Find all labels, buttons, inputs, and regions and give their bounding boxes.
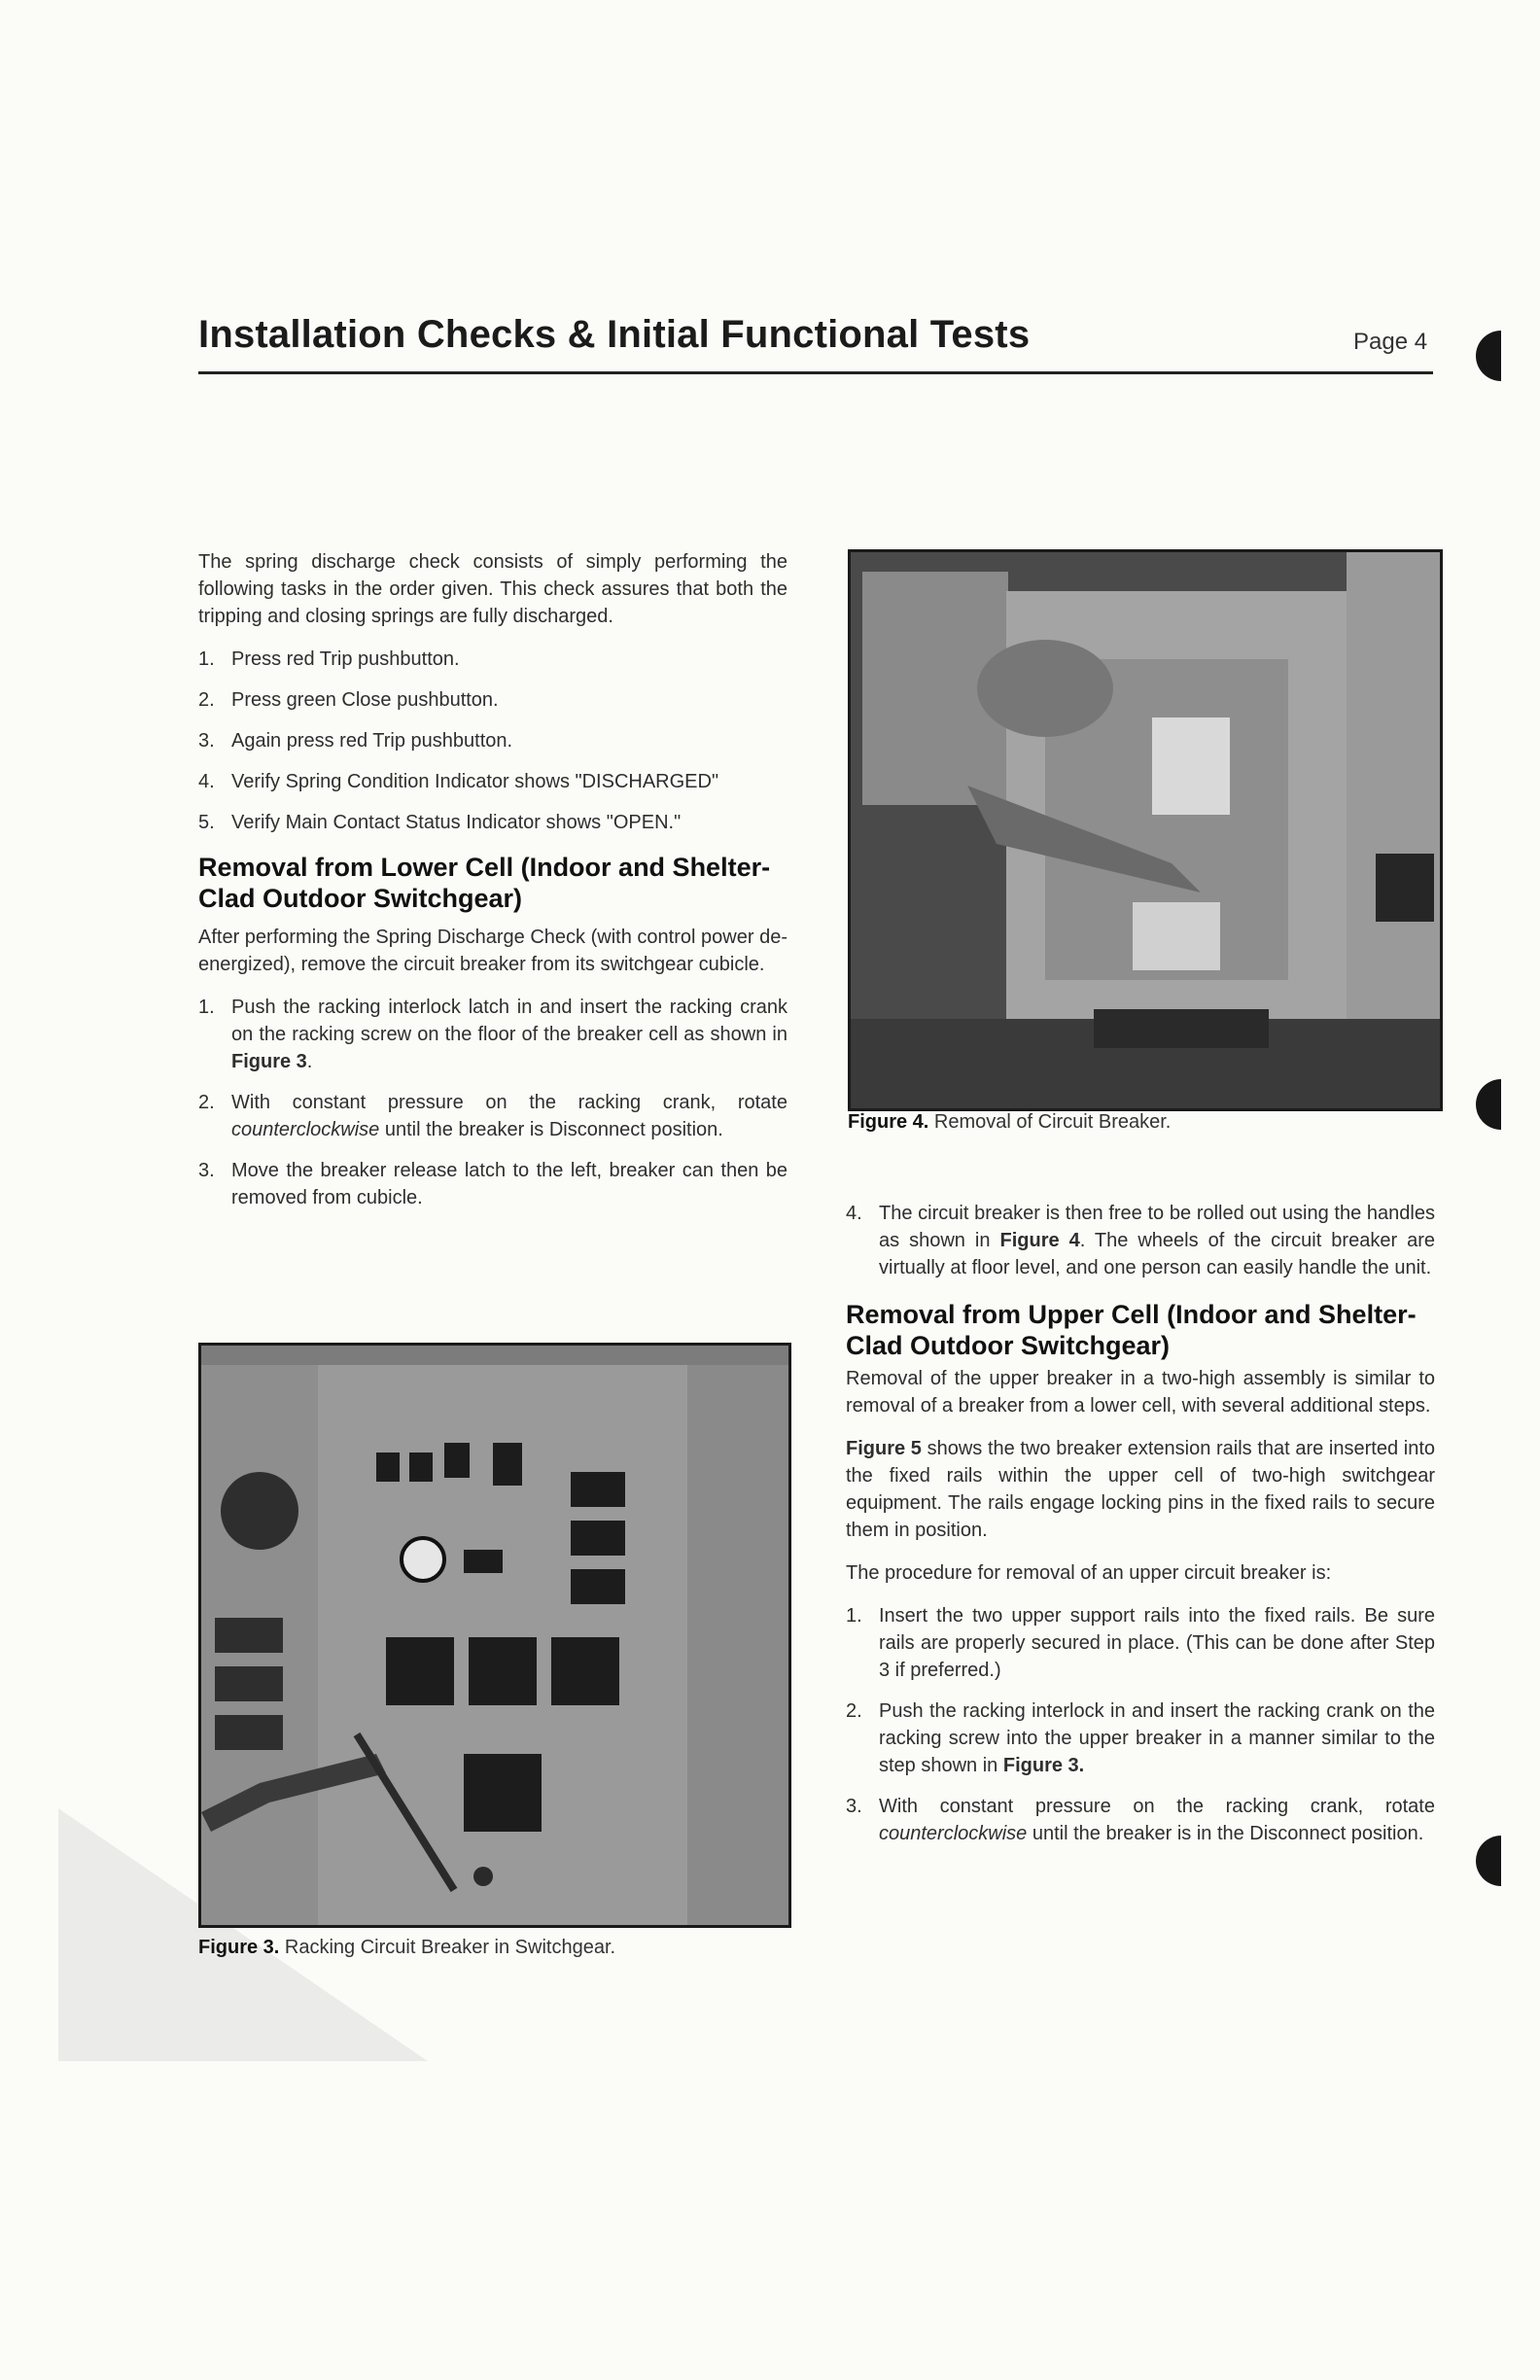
binder-hole-mark (1476, 1836, 1501, 1886)
list-item (198, 727, 788, 754)
step-text: With constant pressure on the racking crank, rotate (231, 1092, 788, 1113)
step-number: 4. (198, 771, 215, 792)
step-number: 3. (198, 730, 215, 752)
paragraph-text: shows the two breaker extension rails that are inserted into the fixed rails within the upper cell of two-high switchgear equipment. The rails engage locking pins in the fixed rails to secure them in position. (846, 1438, 1436, 1541)
figure-ref: Figure 3 (231, 1051, 307, 1072)
page-title: Installation Checks & Initial Functional Tests (198, 313, 1031, 356)
step-number: 3. (198, 1160, 215, 1181)
figure-caption-text: Racking Circuit Breaker in Switchgear. (279, 1937, 616, 1958)
step-number: 1. (198, 997, 215, 1018)
intro-paragraph: The spring discharge check consists of simply performing the following tasks in the order given. This check assures that both the tripping and closing springs are fully discharged. (198, 551, 788, 627)
spring-discharge-steps (198, 646, 788, 836)
lower-cell-heading: Removal from Lower Cell (Indoor and Shelter-Clad Outdoor Switchgear) (198, 853, 771, 913)
list-item (198, 686, 788, 714)
step-number: 1. (198, 648, 215, 670)
step-number: 2. (846, 1700, 862, 1722)
list-item (846, 1200, 1435, 1281)
lower-cell-steps-continued (846, 1200, 1435, 1281)
list-item (846, 1793, 1435, 1847)
step-text: Press green Close pushbutton. (231, 689, 499, 711)
left-column (198, 548, 788, 1227)
list-item (846, 1602, 1435, 1684)
list-item (198, 994, 788, 1075)
step-number: 2. (198, 689, 215, 711)
upper-cell-steps (846, 1602, 1435, 1847)
figure-ref: Figure 4 (999, 1230, 1080, 1251)
step-text: Press red Trip pushbutton. (231, 648, 460, 670)
step-number: 1. (846, 1605, 862, 1627)
step-text: Insert the two upper support rails into the fixed rails. Be sure rails are properly secured in place. (This can be done after Step 3 if preferred.) (879, 1605, 1435, 1681)
figure-ref: Figure 5 (846, 1438, 922, 1459)
upper-cell-heading: Removal from Upper Cell (Indoor and Shelter-Clad Outdoor Switchgear) (846, 1300, 1417, 1360)
emphasis: counterclockwise (879, 1823, 1028, 1844)
lower-cell-steps (198, 994, 788, 1211)
page-number: Page 4 (1353, 329, 1428, 355)
list-item (198, 768, 788, 795)
step-text: Move the breaker release latch to the left, breaker can then be removed from cubicle. (231, 1160, 788, 1208)
upper-cell-intro: Removal of the upper breaker in a two-high assembly is similar to removal of a breaker from a lower cell, with several additional steps. (846, 1368, 1435, 1417)
step-text: With constant pressure on the racking crank, rotate (879, 1796, 1435, 1817)
breaker-removal-illustration (851, 552, 1440, 1108)
step-text: Push the racking interlock latch in and insert the racking crank on the racking screw on the floor of the breaker cell as shown in (231, 997, 788, 1045)
step-text: The circuit breaker is then free to be rolled out using the handles as shown in (879, 1203, 1435, 1251)
figure-3-photo (198, 1343, 791, 1928)
figure-4-caption (848, 1111, 1171, 1134)
figure-5-paragraph (846, 1435, 1435, 1544)
procedure-intro: The procedure for removal of an upper circuit breaker is: (846, 1562, 1332, 1584)
figure-ref: Figure 3. (1002, 1755, 1085, 1776)
list-item (198, 1157, 788, 1211)
list-item (198, 646, 788, 673)
step-text: until the breaker is Disconnect position. (379, 1119, 723, 1140)
lower-cell-intro: After performing the Spring Discharge Check (with control power de-energized), remove the circuit breaker from its switchgear cubicle. (198, 927, 788, 975)
step-text: Again press red Trip pushbutton. (231, 730, 513, 752)
figure-4-photo (848, 549, 1443, 1111)
figure-caption-text: Removal of Circuit Breaker. (928, 1111, 1172, 1133)
list-item (198, 1089, 788, 1143)
figure-label: Figure 4. (848, 1111, 929, 1133)
step-number: 5. (198, 812, 215, 833)
binder-hole-mark (1476, 1079, 1501, 1130)
step-text: Verify Main Contact Status Indicator shows "OPEN." (231, 812, 682, 833)
binder-hole-mark (1476, 331, 1501, 381)
figure-label: Figure 3. (198, 1937, 280, 1958)
right-column (846, 1200, 1435, 1863)
header-rule (198, 371, 1433, 374)
emphasis: counterclockwise (231, 1119, 380, 1140)
step-number: 2. (198, 1092, 215, 1113)
step-text: Push the racking interlock in and insert the racking crank on the racking screw into the upper breaker in a manner similar to the step shown in (879, 1700, 1435, 1776)
switchgear-racking-illustration (201, 1346, 788, 1925)
step-number: 3. (846, 1796, 862, 1817)
step-text: until the breaker is in the Disconnect position. (1027, 1823, 1424, 1844)
list-item (846, 1698, 1435, 1779)
figure-3-caption (198, 1937, 615, 1959)
step-text: Verify Spring Condition Indicator shows "DISCHARGED" (231, 771, 719, 792)
step-number: 4. (846, 1203, 862, 1224)
step-text: . The wheels of the circuit breaker are virtually at floor level, and one person can easily handle the unit. (879, 1230, 1435, 1278)
list-item (198, 809, 788, 836)
step-text: . (306, 1051, 313, 1072)
